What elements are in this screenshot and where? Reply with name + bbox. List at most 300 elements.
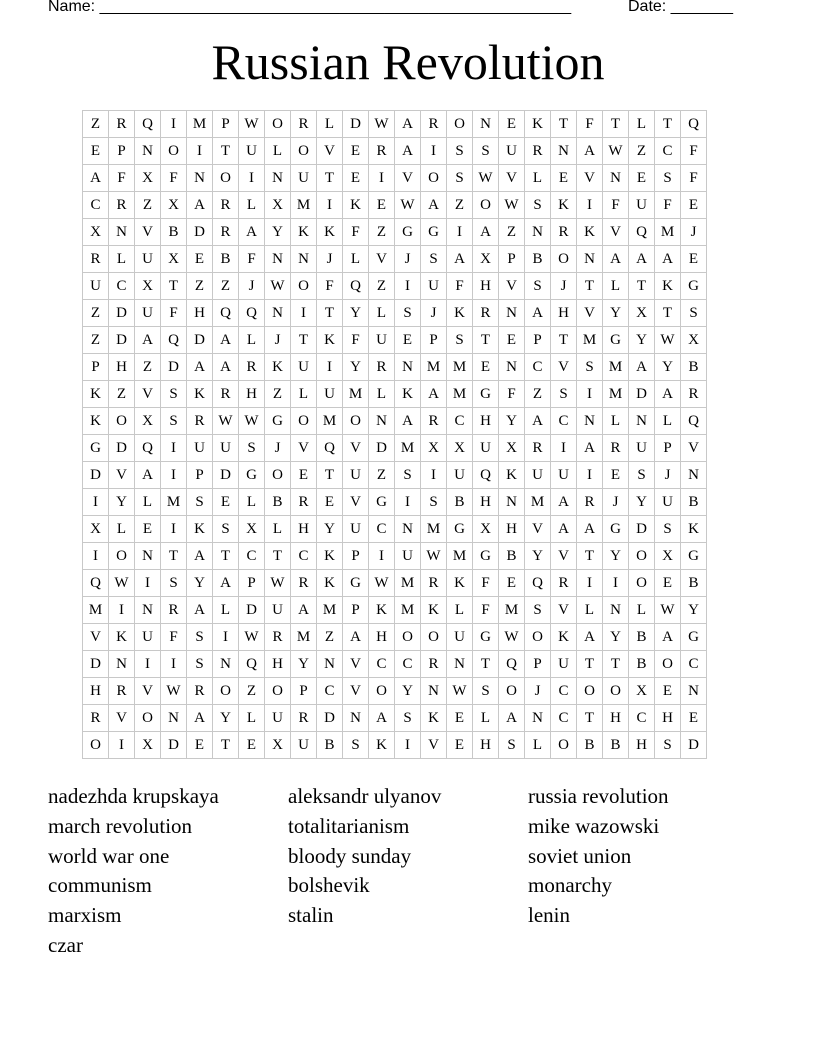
- grid-letter: B: [681, 489, 707, 516]
- word-list-item: world war one: [48, 843, 170, 868]
- grid-letter: N: [135, 138, 161, 165]
- grid-letter: U: [551, 651, 577, 678]
- grid-letter: N: [421, 678, 447, 705]
- grid-letter: L: [265, 138, 291, 165]
- grid-letter: U: [447, 462, 473, 489]
- grid-letter: A: [135, 327, 161, 354]
- grid-letter: V: [499, 165, 525, 192]
- grid-letter: R: [369, 138, 395, 165]
- grid-letter: O: [291, 273, 317, 300]
- grid-letter: C: [447, 408, 473, 435]
- grid-letter: E: [343, 165, 369, 192]
- grid-letter: O: [525, 624, 551, 651]
- grid-letter: M: [317, 597, 343, 624]
- word-list-item: bolshevik: [288, 873, 370, 898]
- grid-letter: R: [291, 705, 317, 732]
- grid-letter: U: [291, 732, 317, 759]
- grid-letter: L: [629, 597, 655, 624]
- grid-letter: E: [187, 732, 213, 759]
- grid-letter: E: [187, 246, 213, 273]
- grid-letter: U: [499, 138, 525, 165]
- grid-letter: E: [473, 354, 499, 381]
- grid-letter: D: [239, 597, 265, 624]
- grid-letter: L: [369, 300, 395, 327]
- grid-letter: C: [551, 678, 577, 705]
- grid-letter: T: [577, 651, 603, 678]
- grid-letter: I: [83, 543, 109, 570]
- grid-letter: W: [239, 624, 265, 651]
- grid-letter: T: [473, 327, 499, 354]
- grid-letter: L: [629, 111, 655, 138]
- grid-letter: O: [655, 651, 681, 678]
- grid-letter: J: [551, 273, 577, 300]
- grid-letter: U: [265, 597, 291, 624]
- grid-letter: I: [109, 597, 135, 624]
- grid-letter: I: [291, 300, 317, 327]
- grid-row: [83, 597, 707, 624]
- grid-row: [83, 462, 707, 489]
- grid-letter: Y: [655, 354, 681, 381]
- word-list-item: totalitarianism: [288, 813, 410, 838]
- grid-letter: F: [317, 273, 343, 300]
- grid-letter: R: [291, 111, 317, 138]
- grid-letter: M: [395, 597, 421, 624]
- grid-letter: R: [551, 570, 577, 597]
- grid-letter: E: [395, 327, 421, 354]
- grid-letter: B: [317, 732, 343, 759]
- grid-letter: S: [395, 300, 421, 327]
- grid-letter: O: [343, 408, 369, 435]
- grid-letter: K: [265, 354, 291, 381]
- grid-letter: C: [291, 543, 317, 570]
- grid-letter: A: [187, 597, 213, 624]
- grid-letter: H: [83, 678, 109, 705]
- grid-letter: P: [213, 111, 239, 138]
- grid-letter: T: [317, 462, 343, 489]
- grid-letter: V: [343, 489, 369, 516]
- grid-letter: S: [187, 651, 213, 678]
- grid-letter: Y: [629, 327, 655, 354]
- grid-letter: M: [447, 543, 473, 570]
- grid-row: [83, 624, 707, 651]
- grid-letter: S: [395, 462, 421, 489]
- grid-letter: F: [161, 165, 187, 192]
- grid-letter: A: [629, 354, 655, 381]
- grid-letter: Y: [187, 570, 213, 597]
- grid-row: [83, 732, 707, 759]
- grid-letter: I: [421, 138, 447, 165]
- grid-letter: N: [265, 165, 291, 192]
- grid-letter: Z: [499, 219, 525, 246]
- grid-letter: G: [473, 381, 499, 408]
- word-list-item: czar: [48, 932, 83, 957]
- grid-letter: N: [291, 246, 317, 273]
- grid-letter: V: [135, 678, 161, 705]
- grid-letter: E: [681, 246, 707, 273]
- grid-letter: M: [421, 516, 447, 543]
- grid-letter: D: [629, 516, 655, 543]
- grid-letter: S: [161, 381, 187, 408]
- grid-letter: F: [655, 192, 681, 219]
- grid-letter: S: [525, 597, 551, 624]
- word-list-item: mike wazowski: [528, 813, 660, 838]
- grid-letter: A: [525, 408, 551, 435]
- grid-letter: D: [161, 354, 187, 381]
- grid-letter: K: [421, 597, 447, 624]
- grid-letter: W: [499, 192, 525, 219]
- grid-letter: D: [317, 705, 343, 732]
- grid-letter: O: [109, 543, 135, 570]
- grid-letter: O: [161, 138, 187, 165]
- grid-letter: G: [421, 219, 447, 246]
- grid-letter: M: [83, 597, 109, 624]
- grid-letter: L: [525, 165, 551, 192]
- grid-letter: N: [525, 219, 551, 246]
- grid-letter: R: [421, 408, 447, 435]
- grid-letter: W: [395, 192, 421, 219]
- grid-letter: N: [317, 651, 343, 678]
- grid-row: [83, 354, 707, 381]
- grid-letter: O: [265, 678, 291, 705]
- grid-row: [83, 300, 707, 327]
- grid-letter: J: [603, 489, 629, 516]
- grid-letter: E: [681, 705, 707, 732]
- grid-letter: H: [499, 516, 525, 543]
- grid-letter: W: [213, 408, 239, 435]
- grid-letter: X: [681, 327, 707, 354]
- grid-letter: B: [681, 570, 707, 597]
- grid-letter: P: [525, 327, 551, 354]
- grid-letter: R: [187, 678, 213, 705]
- grid-letter: A: [577, 624, 603, 651]
- grid-row: [83, 165, 707, 192]
- grid-row: [83, 111, 707, 138]
- grid-letter: I: [213, 624, 239, 651]
- grid-row: [83, 246, 707, 273]
- grid-letter: J: [421, 300, 447, 327]
- grid-letter: R: [239, 354, 265, 381]
- grid-letter: E: [499, 327, 525, 354]
- grid-letter: Z: [83, 300, 109, 327]
- grid-letter: U: [447, 624, 473, 651]
- grid-letter: V: [369, 246, 395, 273]
- grid-letter: O: [629, 570, 655, 597]
- grid-letter: Z: [83, 327, 109, 354]
- grid-letter: Q: [681, 408, 707, 435]
- grid-letter: K: [681, 516, 707, 543]
- grid-letter: I: [395, 489, 421, 516]
- grid-letter: Q: [83, 570, 109, 597]
- grid-letter: N: [135, 597, 161, 624]
- grid-letter: A: [239, 219, 265, 246]
- grid-letter: C: [317, 678, 343, 705]
- grid-letter: V: [317, 138, 343, 165]
- name-field-label: Name: _____________________________________________________: [48, 0, 572, 15]
- grid-letter: V: [577, 300, 603, 327]
- grid-row: [83, 651, 707, 678]
- grid-letter: Y: [395, 678, 421, 705]
- grid-letter: H: [187, 300, 213, 327]
- word-list-item: bloody sunday: [288, 843, 412, 868]
- grid-letter: S: [473, 138, 499, 165]
- grid-letter: K: [655, 273, 681, 300]
- grid-letter: V: [551, 597, 577, 624]
- grid-letter: O: [291, 138, 317, 165]
- grid-letter: I: [577, 381, 603, 408]
- grid-letter: Q: [135, 111, 161, 138]
- grid-letter: B: [213, 246, 239, 273]
- grid-row: [83, 408, 707, 435]
- grid-letter: K: [447, 570, 473, 597]
- grid-letter: T: [213, 138, 239, 165]
- grid-letter: N: [161, 705, 187, 732]
- grid-letter: B: [265, 489, 291, 516]
- grid-letter: G: [681, 624, 707, 651]
- grid-letter: A: [421, 192, 447, 219]
- grid-letter: D: [187, 219, 213, 246]
- grid-letter: W: [655, 597, 681, 624]
- grid-letter: S: [577, 354, 603, 381]
- grid-letter: U: [135, 300, 161, 327]
- grid-letter: O: [447, 111, 473, 138]
- grid-letter: T: [161, 543, 187, 570]
- grid-letter: Y: [343, 300, 369, 327]
- grid-letter: Q: [629, 219, 655, 246]
- grid-letter: S: [551, 381, 577, 408]
- grid-letter: F: [577, 111, 603, 138]
- grid-letter: G: [239, 462, 265, 489]
- grid-letter: P: [239, 570, 265, 597]
- grid-letter: I: [161, 435, 187, 462]
- grid-letter: X: [239, 516, 265, 543]
- grid-letter: T: [161, 273, 187, 300]
- grid-letter: M: [577, 327, 603, 354]
- grid-letter: X: [135, 408, 161, 435]
- grid-letter: E: [369, 192, 395, 219]
- grid-letter: K: [317, 570, 343, 597]
- grid-letter: M: [525, 489, 551, 516]
- grid-letter: E: [83, 138, 109, 165]
- grid-letter: R: [161, 597, 187, 624]
- grid-letter: S: [447, 138, 473, 165]
- grid-letter: I: [421, 462, 447, 489]
- grid-letter: I: [317, 192, 343, 219]
- grid-letter: I: [603, 570, 629, 597]
- grid-letter: J: [265, 435, 291, 462]
- grid-row: [83, 381, 707, 408]
- grid-letter: I: [577, 192, 603, 219]
- grid-letter: D: [343, 111, 369, 138]
- grid-letter: U: [369, 327, 395, 354]
- word-list-item: aleksandr ulyanov: [288, 784, 442, 808]
- grid-letter: N: [577, 408, 603, 435]
- grid-letter: D: [109, 327, 135, 354]
- grid-letter: R: [551, 219, 577, 246]
- grid-letter: K: [317, 219, 343, 246]
- grid-letter: N: [681, 678, 707, 705]
- grid-letter: Y: [525, 543, 551, 570]
- grid-letter: I: [317, 354, 343, 381]
- grid-letter: I: [109, 732, 135, 759]
- grid-letter: V: [395, 165, 421, 192]
- grid-letter: L: [343, 246, 369, 273]
- grid-letter: U: [343, 516, 369, 543]
- grid-letter: V: [525, 516, 551, 543]
- grid-letter: Y: [499, 408, 525, 435]
- grid-letter: B: [629, 651, 655, 678]
- grid-letter: X: [447, 435, 473, 462]
- grid-letter: W: [239, 111, 265, 138]
- grid-letter: K: [291, 219, 317, 246]
- grid-letter: P: [343, 597, 369, 624]
- grid-letter: O: [577, 678, 603, 705]
- grid-letter: H: [291, 516, 317, 543]
- grid-letter: U: [291, 165, 317, 192]
- grid-letter: K: [187, 516, 213, 543]
- grid-letter: U: [265, 705, 291, 732]
- grid-letter: H: [473, 489, 499, 516]
- grid-letter: K: [395, 381, 421, 408]
- grid-letter: R: [525, 435, 551, 462]
- grid-letter: A: [629, 246, 655, 273]
- grid-row: [83, 327, 707, 354]
- grid-letter: A: [499, 705, 525, 732]
- grid-letter: R: [83, 705, 109, 732]
- grid-letter: W: [447, 678, 473, 705]
- grid-letter: Y: [265, 219, 291, 246]
- grid-letter: D: [187, 327, 213, 354]
- grid-letter: I: [369, 165, 395, 192]
- grid-letter: Y: [291, 651, 317, 678]
- grid-letter: M: [291, 192, 317, 219]
- grid-letter: E: [655, 570, 681, 597]
- grid-letter: N: [265, 246, 291, 273]
- grid-letter: U: [83, 273, 109, 300]
- grid-letter: M: [395, 570, 421, 597]
- grid-letter: I: [395, 273, 421, 300]
- grid-letter: L: [291, 381, 317, 408]
- grid-letter: V: [343, 678, 369, 705]
- grid-letter: I: [161, 462, 187, 489]
- grid-letter: A: [187, 543, 213, 570]
- grid-letter: N: [473, 111, 499, 138]
- grid-letter: Z: [525, 381, 551, 408]
- grid-letter: Z: [213, 273, 239, 300]
- grid-letter: R: [109, 111, 135, 138]
- grid-letter: O: [629, 543, 655, 570]
- grid-letter: N: [577, 246, 603, 273]
- grid-letter: U: [629, 435, 655, 462]
- grid-letter: Y: [629, 489, 655, 516]
- grid-letter: K: [317, 543, 343, 570]
- word-list-item: communism: [48, 873, 152, 898]
- grid-letter: O: [551, 732, 577, 759]
- grid-letter: A: [551, 489, 577, 516]
- grid-letter: K: [421, 705, 447, 732]
- grid-letter: N: [187, 165, 213, 192]
- grid-letter: A: [473, 219, 499, 246]
- grid-letter: E: [239, 732, 265, 759]
- grid-letter: E: [499, 570, 525, 597]
- grid-letter: M: [317, 408, 343, 435]
- grid-letter: D: [681, 732, 707, 759]
- grid-letter: S: [421, 489, 447, 516]
- grid-letter: S: [447, 327, 473, 354]
- grid-letter: T: [603, 111, 629, 138]
- grid-letter: I: [577, 462, 603, 489]
- grid-letter: F: [681, 138, 707, 165]
- grid-letter: H: [603, 705, 629, 732]
- grid-letter: B: [525, 246, 551, 273]
- grid-letter: Z: [369, 219, 395, 246]
- grid-letter: X: [265, 732, 291, 759]
- grid-letter: L: [369, 381, 395, 408]
- grid-letter: H: [551, 300, 577, 327]
- grid-letter: L: [213, 597, 239, 624]
- grid-letter: D: [109, 435, 135, 462]
- grid-letter: Q: [317, 435, 343, 462]
- grid-letter: R: [603, 435, 629, 462]
- grid-letter: F: [603, 192, 629, 219]
- grid-letter: R: [291, 489, 317, 516]
- grid-letter: H: [629, 732, 655, 759]
- grid-letter: Z: [447, 192, 473, 219]
- grid-letter: F: [473, 570, 499, 597]
- grid-letter: W: [369, 111, 395, 138]
- grid-letter: I: [161, 111, 187, 138]
- grid-letter: E: [135, 516, 161, 543]
- grid-letter: I: [161, 651, 187, 678]
- grid-letter: E: [213, 489, 239, 516]
- grid-letter: O: [421, 165, 447, 192]
- grid-letter: R: [83, 246, 109, 273]
- grid-letter: K: [499, 462, 525, 489]
- grid-letter: A: [577, 435, 603, 462]
- grid-letter: M: [291, 624, 317, 651]
- grid-letter: L: [109, 516, 135, 543]
- grid-letter: T: [551, 327, 577, 354]
- grid-letter: H: [369, 624, 395, 651]
- grid-letter: W: [161, 678, 187, 705]
- grid-letter: P: [499, 246, 525, 273]
- grid-letter: A: [395, 408, 421, 435]
- grid-row: [83, 138, 707, 165]
- grid-letter: A: [213, 327, 239, 354]
- grid-letter: Y: [603, 300, 629, 327]
- grid-letter: S: [629, 462, 655, 489]
- grid-letter: L: [603, 408, 629, 435]
- grid-row: [83, 678, 707, 705]
- grid-letter: Q: [161, 327, 187, 354]
- grid-letter: E: [291, 462, 317, 489]
- grid-letter: U: [395, 543, 421, 570]
- grid-letter: S: [239, 435, 265, 462]
- grid-letter: Z: [265, 381, 291, 408]
- grid-letter: H: [239, 381, 265, 408]
- grid-letter: A: [187, 705, 213, 732]
- grid-letter: I: [239, 165, 265, 192]
- grid-letter: G: [473, 624, 499, 651]
- grid-row: [83, 219, 707, 246]
- grid-letter: G: [395, 219, 421, 246]
- grid-letter: L: [265, 516, 291, 543]
- grid-letter: C: [369, 516, 395, 543]
- grid-letter: K: [83, 381, 109, 408]
- grid-letter: E: [551, 165, 577, 192]
- grid-letter: F: [343, 327, 369, 354]
- grid-letter: W: [109, 570, 135, 597]
- word-list-item: russia revolution: [528, 784, 669, 808]
